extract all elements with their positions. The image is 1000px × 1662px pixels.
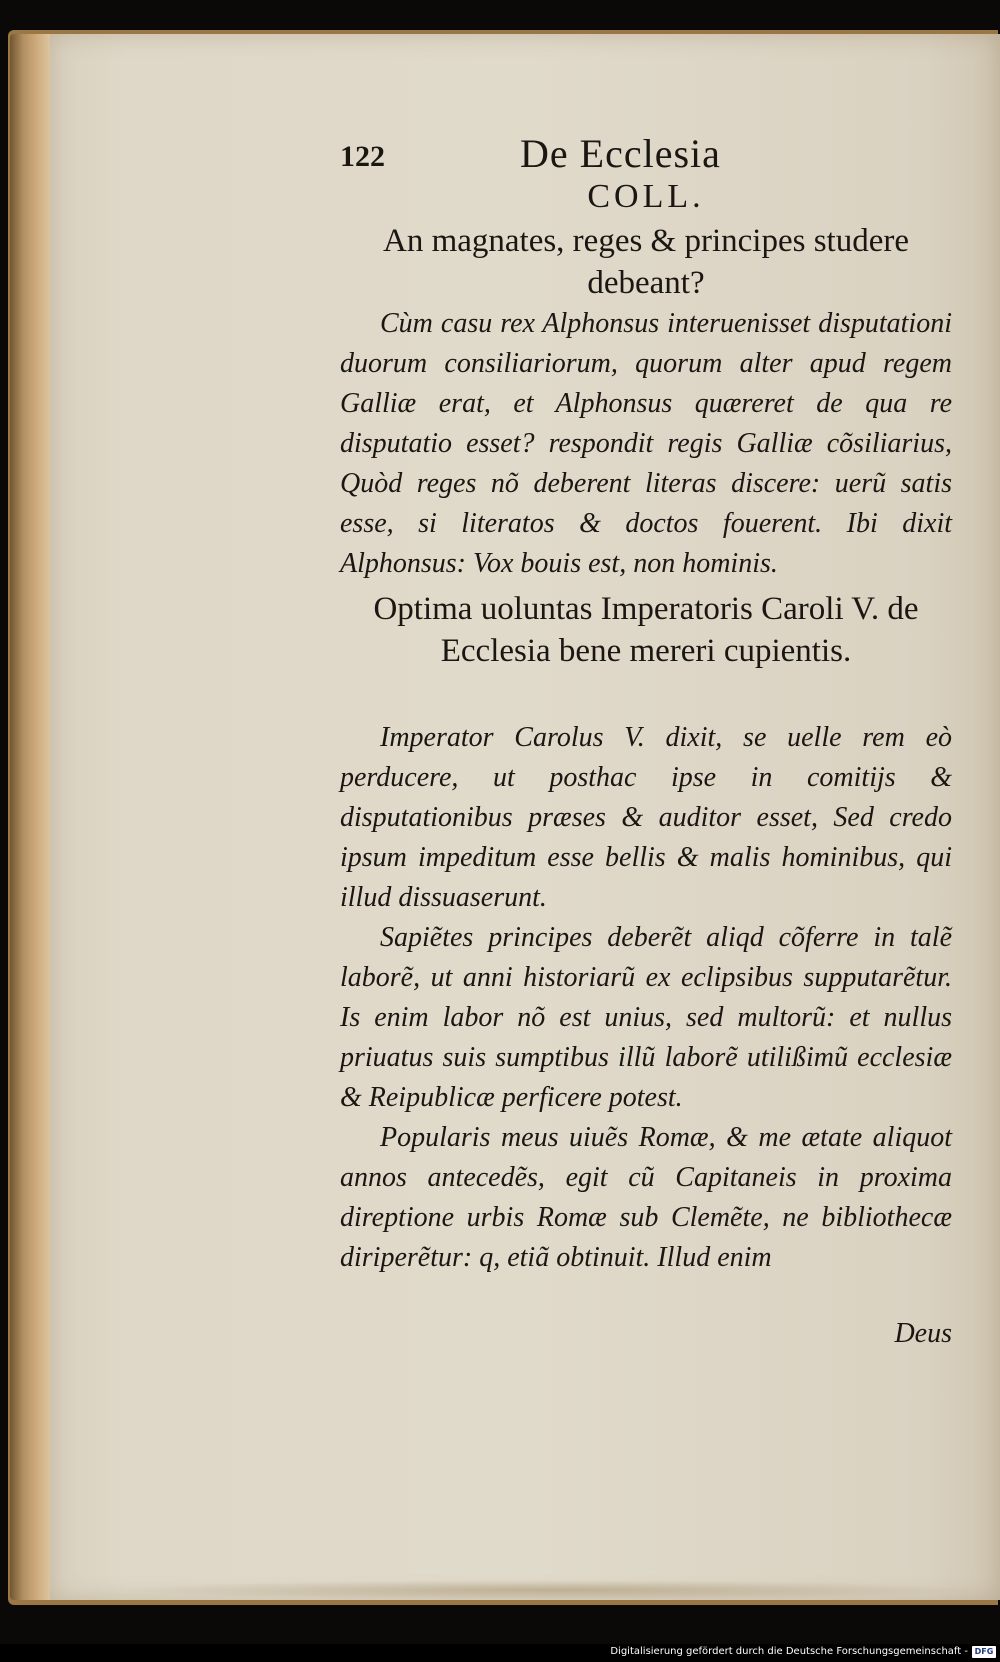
text-block: [340, 130, 952, 1349]
paragraph-alphonsus: Cùm casu rex Alphonsus interuenisset disputationi duorum consiliariorum, quorum alter apud regem Galliæ erat, et Alphonsus quæreret de qua re disputatio esset? respondit regis Galliæ cõsiliarius, Quòd reges nõ deberent literas discere: uerũ satis esse, si literatos & doctos fouerent. Ibi dixit Alphonsus: Vox bouis est, non hominis.: [340, 308, 952, 579]
paragraph-principes: Sapiẽtes principes deberẽt aliqd cõferre in talẽ laborẽ, ut anni historiarũ ex eclipsibus supputarẽtur. Is enim labor nõ est unius, sed multorũ: et nullus priuatus suis sumptibus illũ laborẽ utilißimũ ecclesiæ & Reipublicæ perficere potest.: [340, 922, 952, 1113]
running-title: De Ecclesia: [520, 131, 721, 176]
paragraph-carolus: Imperator Carolus V. dixit, se uelle rem eò perducere, ut posthac ipse in comitijs & disputationibus præses & auditor esset, Sed credo ipsum impeditum esse bellis & malis hominibus, qui illud dissuaserunt.: [340, 722, 952, 913]
section-heading-coll: COLL.: [587, 178, 705, 215]
digitization-credit: Digitalisierung gefördert durch die Deutsche Forschungsgemeinschaft -: [610, 1646, 968, 1657]
paragraph-popularis: Popularis meus uiuẽs Romæ, & me ætate aliquot annos antecedẽs, egit cũ Capitaneis in proxima direptione urbis Romæ sub Clemẽte, ne bibliothecæ diriperẽtur: q, etiã obtinuit. Illud enim: [340, 1122, 952, 1273]
section-heading-question: An magnates, reges & principes studere debeant?: [382, 223, 909, 301]
dfg-logo: DFG: [972, 1646, 996, 1658]
page-number: 122: [340, 140, 385, 173]
page-stain: [120, 1580, 980, 1600]
section-heading-optima: Optima uoluntas Imperatoris Caroli V. de Ecclesia bene mereri cupientis.: [373, 591, 919, 669]
catchword: Deus: [894, 1318, 952, 1349]
page-edges: [10, 34, 54, 1600]
